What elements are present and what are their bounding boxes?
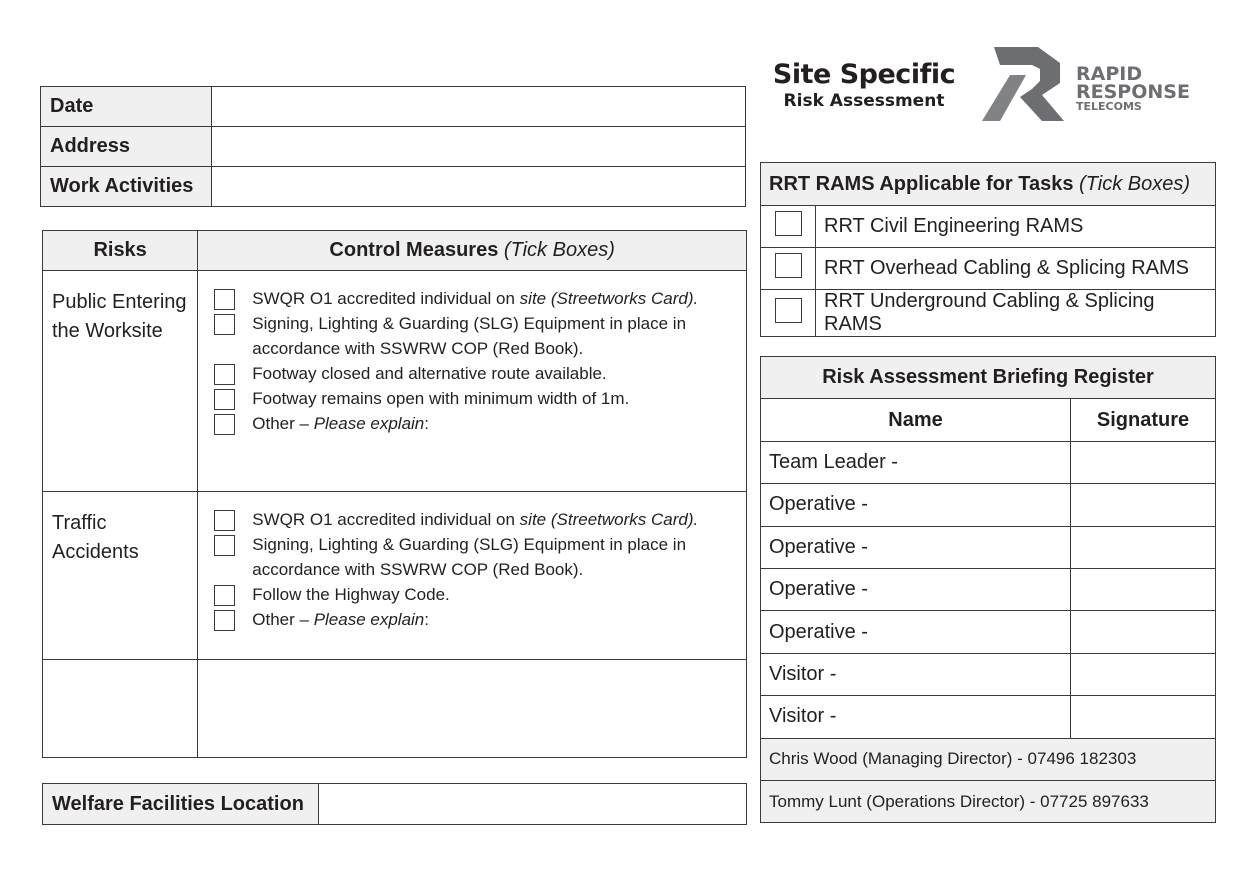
control-measure-text: Other – Please explain: [252, 414, 429, 433]
work-activities-label: Work Activities [41, 167, 212, 207]
rams-item [761, 248, 1216, 290]
control-measure-text: SWQR O1 accredited individual on site (Streetworks Card). [252, 510, 699, 529]
briefing-row [761, 441, 1216, 483]
rams-table [760, 162, 1216, 337]
control-measure-text: SWQR O1 accredited individual on site (Streetworks Card). [252, 289, 699, 308]
control-checkbox[interactable] [214, 510, 235, 531]
rams-checkbox[interactable] [775, 211, 802, 236]
title-line2: Risk Assessment [783, 91, 945, 111]
rams-header-row [761, 163, 1216, 206]
briefing-signature-field[interactable] [1071, 611, 1216, 653]
briefing-signature-field[interactable] [1071, 696, 1216, 738]
briefing-name-field[interactable]: Operative - [761, 611, 1071, 653]
briefing-signature-field[interactable] [1071, 441, 1216, 483]
briefing-row [761, 696, 1216, 738]
risks-column-header: Risks [43, 231, 198, 271]
company-logo [980, 47, 1215, 125]
info-table [40, 86, 746, 207]
briefing-title: Risk Assessment Briefing Register [761, 357, 1216, 399]
controls-header-note: (Tick Boxes) [503, 239, 615, 261]
rams-item [761, 206, 1216, 248]
rams-checkbox[interactable] [775, 253, 802, 278]
work-activities-field[interactable] [212, 167, 746, 207]
briefing-header-row [761, 399, 1216, 441]
briefing-signature-field[interactable] [1071, 484, 1216, 526]
control-checkbox[interactable] [214, 364, 235, 385]
control-measures-cell [198, 492, 747, 660]
control-measures-field[interactable] [198, 660, 747, 758]
welfare-row [43, 784, 747, 825]
control-measure-item [214, 286, 746, 311]
briefing-row [761, 568, 1216, 610]
contact-operations-director: Tommy Lunt (Operations Director) - 07725 897633 [761, 780, 1216, 822]
risks-table [42, 230, 747, 758]
control-measure-text: Other – Please explain: [252, 610, 429, 629]
date-field[interactable] [212, 87, 746, 127]
control-measure-text: Signing, Lighting & Guarding (SLG) Equipment in place in accordance with SSWRW COP (Red Book). [252, 314, 687, 358]
briefing-signature-field[interactable] [1071, 653, 1216, 695]
briefing-name-field[interactable]: Operative - [761, 526, 1071, 568]
rams-item [761, 290, 1216, 337]
address-field[interactable] [212, 127, 746, 167]
control-measure-item [214, 411, 746, 436]
contact-row [761, 780, 1216, 822]
control-checkbox[interactable] [214, 535, 235, 556]
contact-managing-director: Chris Wood (Managing Director) - 07496 182303 [761, 738, 1216, 780]
title-line1: Site Specific [772, 59, 956, 90]
control-measure-item [214, 582, 746, 607]
risk-name: Traffic Accidents [43, 492, 198, 660]
signature-column-header: Signature [1071, 399, 1216, 441]
briefing-name-field[interactable]: Visitor - [761, 653, 1071, 695]
briefing-row [761, 484, 1216, 526]
risk-row [43, 492, 747, 660]
logo-r-icon [980, 47, 1066, 123]
controls-header-label: Control Measures [329, 239, 499, 261]
briefing-row [761, 526, 1216, 568]
briefing-name-field[interactable]: Visitor - [761, 696, 1071, 738]
welfare-table [42, 783, 747, 825]
rams-title-note: (Tick Boxes) [1079, 172, 1191, 195]
control-measures-cell [198, 271, 747, 492]
logo-text-response: RESPONSE [1076, 81, 1190, 103]
control-checkbox[interactable] [214, 314, 235, 335]
control-measure-item [214, 532, 746, 582]
logo-text-rapid: RAPID [1076, 63, 1143, 85]
welfare-field[interactable] [319, 784, 747, 825]
risks-header-row [43, 231, 747, 271]
info-row-date [41, 87, 746, 127]
date-label: Date [41, 87, 212, 127]
briefing-name-field[interactable]: Team Leader - [761, 441, 1071, 483]
control-measure-text: Footway closed and alternative route available. [252, 364, 607, 383]
briefing-row [761, 653, 1216, 695]
briefing-title-row [761, 357, 1216, 399]
control-measure-item [214, 361, 746, 386]
briefing-signature-field[interactable] [1071, 526, 1216, 568]
name-column-header: Name [761, 399, 1071, 441]
control-checkbox[interactable] [214, 414, 235, 435]
briefing-row [761, 611, 1216, 653]
controls-column-header [198, 231, 747, 271]
control-measure-text: Follow the Highway Code. [252, 585, 450, 604]
control-checkbox[interactable] [214, 289, 235, 310]
briefing-register-table [760, 356, 1216, 823]
rams-title: RRT RAMS Applicable for Tasks (Tick Boxes) [761, 163, 1216, 206]
control-measure-item [214, 607, 746, 632]
control-checkbox[interactable] [214, 585, 235, 606]
control-checkbox[interactable] [214, 610, 235, 631]
rams-checkbox[interactable] [775, 298, 802, 323]
rams-item-label: RRT Civil Engineering RAMS [816, 206, 1216, 248]
control-measure-item [214, 386, 746, 411]
info-row-address [41, 127, 746, 167]
form-title [769, 60, 959, 112]
rams-item-label: RRT Overhead Cabling & Splicing RAMS [816, 248, 1216, 290]
risk-row-blank [43, 660, 747, 758]
address-label: Address [41, 127, 212, 167]
welfare-label: Welfare Facilities Location [43, 784, 319, 825]
control-measure-text: Footway remains open with minimum width of 1m. [252, 389, 630, 408]
briefing-name-field[interactable]: Operative - [761, 484, 1071, 526]
control-measure-item [214, 507, 746, 532]
briefing-signature-field[interactable] [1071, 568, 1216, 610]
logo-text-telecoms: TELECOMS [1076, 100, 1142, 113]
info-row-work-activities [41, 167, 746, 207]
briefing-name-field[interactable]: Operative - [761, 568, 1071, 610]
control-measure-text: Signing, Lighting & Guarding (SLG) Equipment in place in accordance with SSWRW COP (Red Book). [252, 535, 687, 579]
control-measure-item [214, 311, 746, 361]
risk-row [43, 271, 747, 492]
risk-name-field[interactable] [43, 660, 198, 758]
rams-item-label: RRT Underground Cabling & Splicing RAMS [816, 290, 1216, 337]
control-checkbox[interactable] [214, 389, 235, 410]
risk-name: Public Entering the Worksite [43, 271, 198, 492]
contact-row [761, 738, 1216, 780]
